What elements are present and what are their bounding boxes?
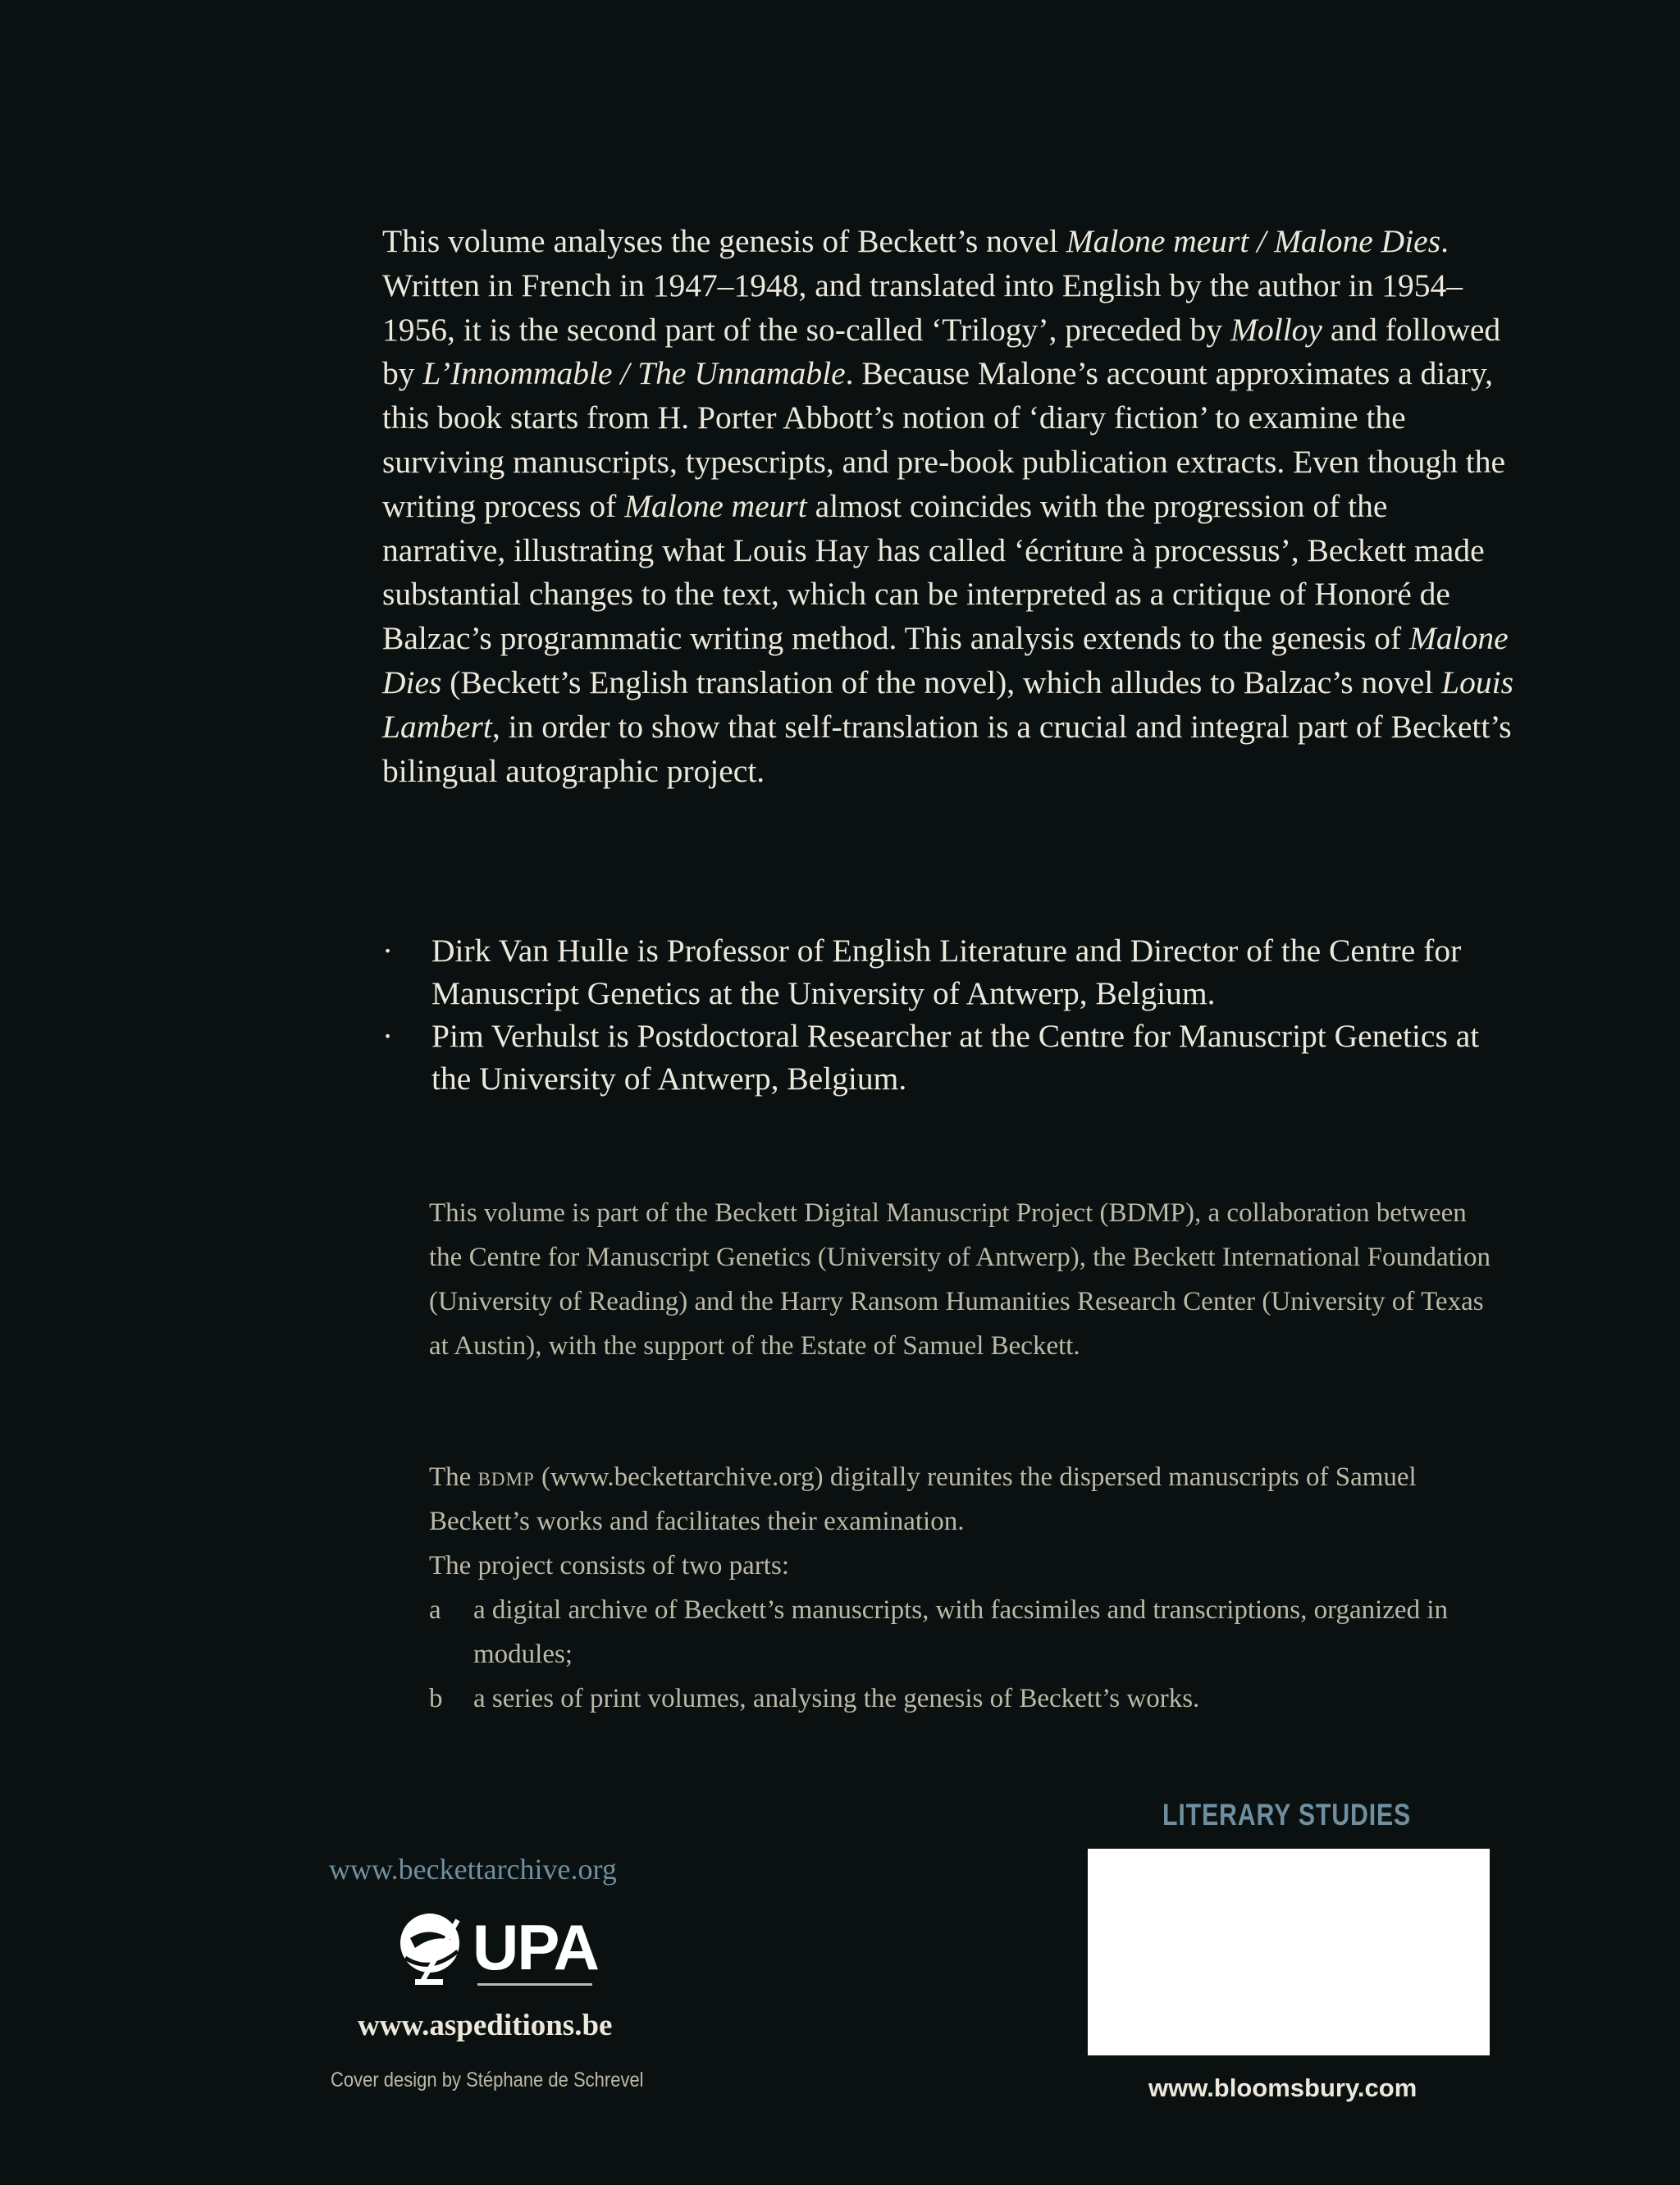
bdmp-project-description bbox=[429, 1455, 1495, 1721]
bdmp-paragraph bbox=[429, 1455, 1495, 1544]
bdmp-parts-intro: The project consists of two parts: bbox=[429, 1551, 789, 1581]
blurb-title: Malone Dies bbox=[382, 620, 1509, 700]
upa-logo-letters: UPA bbox=[472, 1911, 598, 1983]
bdmp-description bbox=[429, 1191, 1495, 1368]
bdmp-paragraph bbox=[429, 1191, 1495, 1368]
bdmp-part bbox=[429, 1588, 1495, 1676]
part-text: a digital archive of Beckett’s manuscripts, with facsimiles and transcriptions, organized in modules; bbox=[473, 1595, 1448, 1669]
upa-logo bbox=[397, 1907, 612, 1997]
bloomsbury-url[interactable]: www.bloomsbury.com bbox=[1148, 2073, 1418, 2102]
part-mark: a bbox=[429, 1595, 441, 1625]
blurb-paragraph bbox=[382, 220, 1514, 793]
blurb-title: Malone meurt bbox=[624, 487, 807, 524]
author-bio bbox=[382, 1015, 1514, 1100]
beckett-archive-url[interactable]: www.beckettarchive.org bbox=[329, 1853, 617, 1886]
blurb-text: , in order to show that self-translation is a crucial and integral part of Beckett’s bilingual autographic project. bbox=[382, 708, 1512, 789]
globe-icon bbox=[397, 1907, 471, 1989]
part-text: a series of print volumes, analysing the genesis of Beckett’s works. bbox=[473, 1684, 1200, 1713]
bullet-mark: · bbox=[382, 1018, 394, 1054]
blurb-title: Louis Lambert bbox=[382, 664, 1513, 745]
upa-tagline-graphic bbox=[477, 1979, 592, 1991]
author-bio-text: Dirk Van Hulle is Professor of English Literature and Director of the Centre for Manuscript Genetics at the University of Antwerp, Belgium. bbox=[431, 933, 1462, 1011]
bullet-mark: · bbox=[382, 933, 394, 969]
bdmp-text: This volume is part of the Beckett Digital Manuscript Project ( bbox=[429, 1198, 1109, 1228]
blurb-title: Malone meurt / Malone Dies bbox=[1066, 223, 1441, 259]
subject-category: LITERARY STUDIES bbox=[1162, 1798, 1412, 1831]
blurb-text: . Written in French in 1947–1948, and translated into English by the author in 1954–1956, it is the second part of the so-called ‘Trilogy’, preceded by bbox=[382, 223, 1463, 348]
bdmp-text: (www.beckettarchive.org) digitally reunites the dispersed manuscripts of Samuel Beckett’s works and facilitates their examination. bbox=[429, 1462, 1417, 1536]
bdmp-abbreviation: BDMP bbox=[1108, 1198, 1186, 1228]
blurb-text: and followed by bbox=[382, 311, 1501, 392]
bdmp-part bbox=[429, 1676, 1495, 1721]
aspeditions-url[interactable]: www.aspeditions.be bbox=[358, 2009, 613, 2042]
author-bios bbox=[382, 929, 1514, 1100]
author-bio-text: Pim Verhulst is Postdoctoral Researcher at the Centre for Manuscript Genetics at the University of Antwerp, Belgium. bbox=[431, 1018, 1480, 1097]
bdmp-text: The bbox=[429, 1462, 478, 1492]
bdmp-text: ), a collaboration between the Centre for Manuscript Genetics (University of Antwerp), the Beckett International Foundation (University of Reading) and the Harry Ransom Humanities Research Center (University of Texas at Austin), with the support of the Estate of Samuel Beckett. bbox=[429, 1198, 1491, 1361]
back-cover-blurb bbox=[382, 220, 1514, 793]
author-bio bbox=[382, 929, 1514, 1015]
blurb-title: Molloy bbox=[1230, 311, 1322, 348]
part-mark: b bbox=[429, 1684, 443, 1713]
bdmp-abbreviation: bdmp bbox=[477, 1462, 535, 1492]
blurb-text: (Beckett’s English translation of the novel), which alludes to Balzac’s novel bbox=[441, 664, 1442, 700]
blurb-title: L’Innommable / The Unnamable bbox=[422, 355, 846, 392]
blurb-text: . Because Malone’s account approximates a diary, this book starts from H. Porter Abbott’s notion of ‘diary fiction’ to examine the surviving manuscripts, typescripts, and pre-book publication extracts. Even though the writing process of bbox=[382, 355, 1506, 524]
blurb-text: This volume analyses the genesis of Beckett’s novel bbox=[382, 223, 1066, 259]
barcode-area bbox=[1088, 1849, 1490, 2055]
blurb-text: almost coincides with the progression of the narrative, illustrating what Louis Hay has called ‘écriture à processus’, Beckett made substantial changes to the text, which can be interpreted as a critique of Honoré de Balzac’s programmatic writing method. This analysis extends to the genesis of bbox=[382, 487, 1485, 657]
cover-design-credit: Cover design by Stéphane de Schrevel bbox=[331, 2069, 644, 2091]
